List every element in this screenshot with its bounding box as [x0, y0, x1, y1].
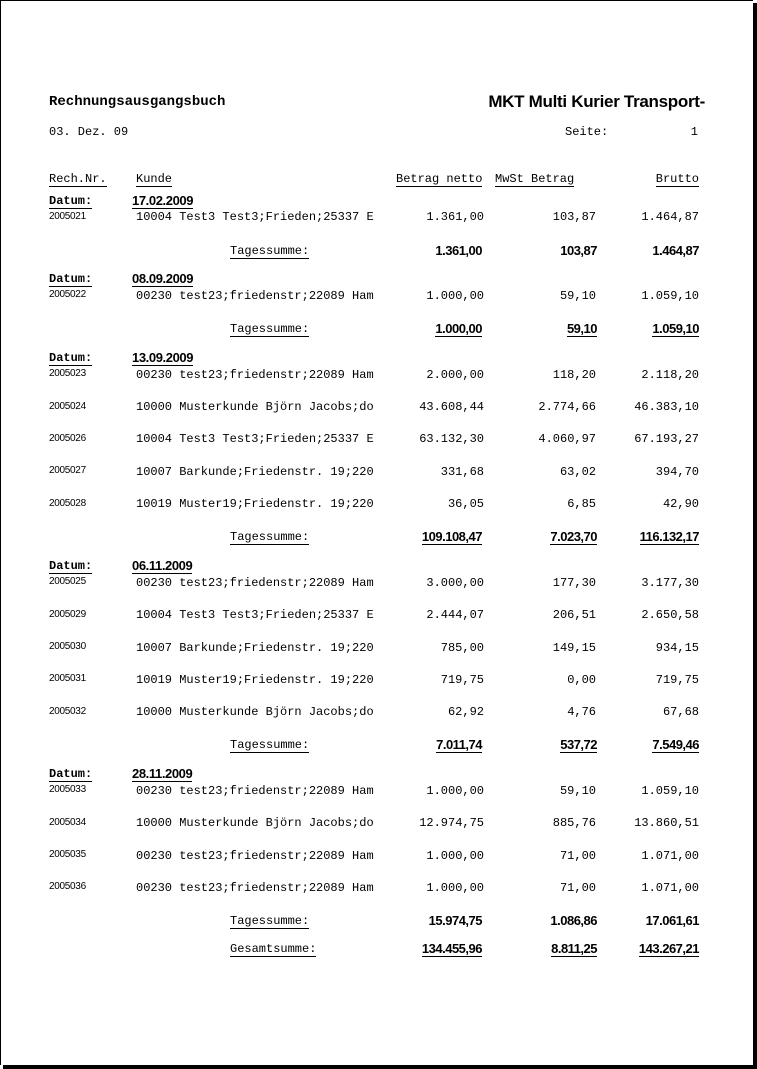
- mwst: 149,15: [552, 641, 596, 655]
- kunde: 00230 test23;friedenstr;22089 Ham: [136, 368, 374, 382]
- netto: 2.000,00: [426, 368, 484, 382]
- brutto: 2.650,58: [641, 608, 699, 622]
- brutto: 2.118,20: [641, 368, 699, 382]
- netto: 36,05: [447, 497, 484, 511]
- mwst: 0,00: [567, 673, 596, 687]
- mwst: 177,30: [552, 576, 596, 590]
- mwst: 6,85: [567, 497, 596, 511]
- brutto: 13.860,51: [634, 816, 699, 830]
- mwst: 2.774,66: [538, 400, 596, 414]
- rech-nr: 2005026: [49, 433, 86, 444]
- netto: 43.608,44: [419, 400, 484, 414]
- netto: 331,68: [440, 465, 484, 479]
- col-header-kunde: Kunde: [136, 172, 173, 186]
- mwst: 59,10: [559, 784, 596, 798]
- netto: 12.974,75: [419, 816, 484, 830]
- tagessumme-label: Tagessumme:: [230, 322, 310, 336]
- rech-nr: 2005021: [49, 211, 86, 222]
- sum-brutto: 17.061,61: [645, 913, 699, 928]
- sum-mwst: 59,10: [566, 321, 597, 336]
- sum-netto: 1.361,00: [435, 243, 482, 258]
- sum-brutto: 1.464,87: [652, 243, 699, 258]
- kunde: 10000 Musterkunde Björn Jacobs;do: [136, 705, 374, 719]
- kunde: 10004 Test3 Test3;Frieden;25337 E: [136, 432, 374, 446]
- kunde: 00230 test23;friedenstr;22089 Ham: [136, 881, 374, 895]
- brutto: 934,15: [655, 641, 699, 655]
- gesamtsumme-label: Gesamtsumme:: [230, 942, 317, 956]
- netto: 1.000,00: [426, 849, 484, 863]
- netto: 2.444,07: [426, 608, 484, 622]
- sum-brutto: 1.059,10: [652, 321, 699, 336]
- netto: 3.000,00: [426, 576, 484, 590]
- sum-netto: 109.108,47: [421, 529, 482, 544]
- kunde: 10004 Test3 Test3;Frieden;25337 E: [136, 210, 374, 224]
- brutto: 67,68: [662, 705, 699, 719]
- rech-nr: 2005034: [49, 817, 86, 828]
- datum-label: Datum:: [49, 559, 93, 573]
- netto: 1.000,00: [426, 881, 484, 895]
- netto: 62,92: [447, 705, 484, 719]
- kunde: 00230 test23;friedenstr;22089 Ham: [136, 784, 374, 798]
- page-shadow-right: [753, 3, 757, 1069]
- page-shadow-bottom: [3, 1065, 757, 1069]
- tagessumme-label: Tagessumme:: [230, 738, 310, 752]
- mwst: 59,10: [559, 289, 596, 303]
- page-number: 1: [690, 125, 698, 139]
- rech-nr: 2005028: [49, 498, 86, 509]
- datum-label: Datum:: [49, 194, 93, 208]
- kunde: 10000 Musterkunde Björn Jacobs;do: [136, 816, 374, 830]
- brutto: 394,70: [655, 465, 699, 479]
- tagessumme-label: Tagessumme:: [230, 914, 310, 928]
- mwst: 71,00: [559, 849, 596, 863]
- rech-nr: 2005029: [49, 609, 86, 620]
- kunde: 00230 test23;friedenstr;22089 Ham: [136, 289, 374, 303]
- mwst: 63,02: [559, 465, 596, 479]
- datum-label: Datum:: [49, 272, 93, 286]
- col-header-netto: Betrag netto: [396, 172, 483, 186]
- datum-label: Datum:: [49, 767, 93, 781]
- mwst: 71,00: [559, 881, 596, 895]
- mwst: 885,76: [552, 816, 596, 830]
- rech-nr: 2005027: [49, 465, 86, 476]
- sum-mwst: 1.086,86: [550, 913, 597, 928]
- rech-nr: 2005035: [49, 849, 86, 860]
- company-name: MKT Multi Kurier Transport-: [488, 92, 705, 111]
- rech-nr: 2005030: [49, 641, 86, 652]
- sum-brutto: 7.549,46: [652, 737, 699, 752]
- col-header-rech-nr: Rech.Nr.: [49, 172, 107, 186]
- kunde: 00230 test23;friedenstr;22089 Ham: [136, 576, 374, 590]
- sum-mwst: 103,87: [560, 243, 597, 258]
- kunde: 00230 test23;friedenstr;22089 Ham: [136, 849, 374, 863]
- sum-netto: 7.011,74: [436, 737, 482, 752]
- mwst: 118,20: [552, 368, 596, 382]
- rech-nr: 2005033: [49, 784, 86, 795]
- group-date: 13.09.2009: [132, 350, 194, 365]
- brutto: 3.177,30: [641, 576, 699, 590]
- mwst: 4.060,97: [538, 432, 596, 446]
- brutto: 1.059,10: [641, 784, 699, 798]
- rech-nr: 2005024: [49, 401, 86, 412]
- total-netto: 134.455,96: [421, 941, 482, 956]
- netto: 785,00: [440, 641, 484, 655]
- netto: 719,75: [440, 673, 484, 687]
- brutto: 1.464,87: [641, 210, 699, 224]
- brutto: 67.193,27: [634, 432, 699, 446]
- page-label: Seite:: [565, 125, 609, 139]
- kunde: 10007 Barkunde;Friedenstr. 19;220: [136, 465, 374, 479]
- rech-nr: 2005025: [49, 576, 86, 587]
- sum-brutto: 116.132,17: [639, 529, 699, 544]
- total-mwst: 8.811,25: [551, 941, 597, 956]
- brutto: 1.071,00: [641, 849, 699, 863]
- rech-nr: 2005022: [49, 289, 86, 300]
- mwst: 103,87: [552, 210, 596, 224]
- brutto: 46.383,10: [634, 400, 699, 414]
- tagessumme-label: Tagessumme:: [230, 244, 310, 258]
- netto: 1.000,00: [426, 289, 484, 303]
- kunde: 10007 Barkunde;Friedenstr. 19;220: [136, 641, 374, 655]
- rech-nr: 2005036: [49, 881, 86, 892]
- netto: 1.361,00: [426, 210, 484, 224]
- print-date: 03. Dez. 09: [49, 125, 129, 139]
- kunde: 10004 Test3 Test3;Frieden;25337 E: [136, 608, 374, 622]
- group-date: 17.02.2009: [132, 193, 194, 208]
- group-date: 28.11.2009: [132, 766, 193, 781]
- col-header-brutto: Brutto: [655, 172, 699, 186]
- report-title: Rechnungsausgangsbuch: [49, 94, 226, 110]
- sum-netto: 1.000,00: [435, 321, 482, 336]
- group-date: 08.09.2009: [132, 271, 194, 286]
- mwst: 4,76: [567, 705, 596, 719]
- rech-nr: 2005023: [49, 368, 86, 379]
- rech-nr: 2005031: [49, 673, 86, 684]
- col-header-mwst: MwSt Betrag: [495, 172, 575, 186]
- kunde: 10019 Muster19;Friedenstr. 19;220: [136, 497, 374, 511]
- netto: 63.132,30: [419, 432, 484, 446]
- group-date: 06.11.2009: [132, 558, 193, 573]
- sum-mwst: 537,72: [560, 737, 597, 752]
- brutto: 42,90: [662, 497, 699, 511]
- brutto: 719,75: [655, 673, 699, 687]
- mwst: 206,51: [552, 608, 596, 622]
- datum-label: Datum:: [49, 351, 93, 365]
- kunde: 10019 Muster19;Friedenstr. 19;220: [136, 673, 374, 687]
- tagessumme-label: Tagessumme:: [230, 530, 310, 544]
- kunde: 10000 Musterkunde Björn Jacobs;do: [136, 400, 374, 414]
- total-brutto: 143.267,21: [638, 941, 699, 956]
- sum-netto: 15.974,75: [428, 913, 482, 928]
- brutto: 1.071,00: [641, 881, 699, 895]
- netto: 1.000,00: [426, 784, 484, 798]
- brutto: 1.059,10: [641, 289, 699, 303]
- rech-nr: 2005032: [49, 706, 86, 717]
- sum-mwst: 7.023,70: [550, 529, 597, 544]
